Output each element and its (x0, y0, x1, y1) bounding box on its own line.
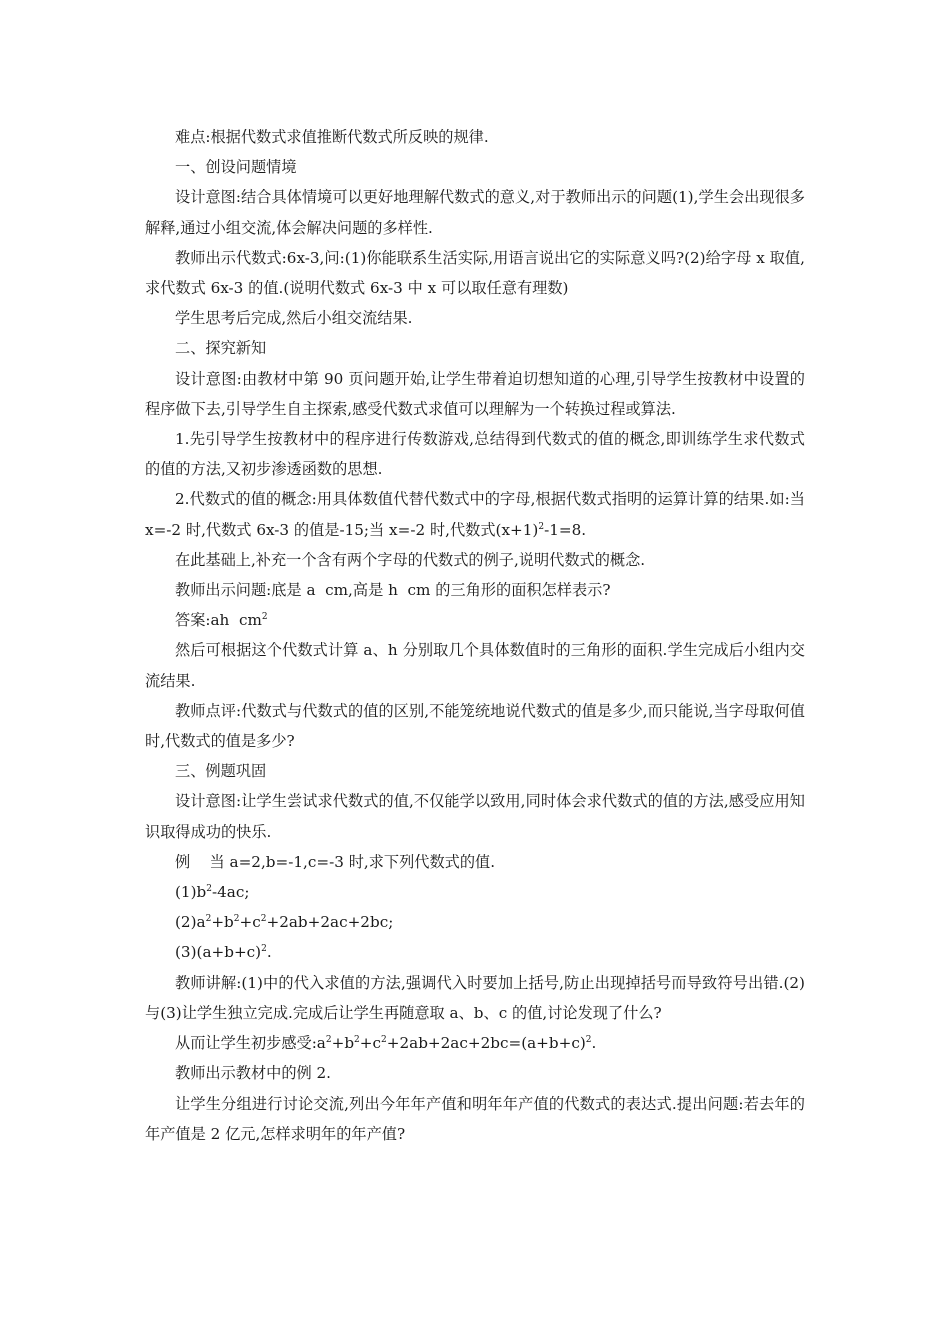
section-heading-3: 三、例题巩固 (175, 762, 267, 781)
section-heading-2: 二、探究新知 (175, 339, 267, 358)
example-item-3: $(3)(a+b+c)^2$. (175, 943, 272, 962)
document-body (145, 122, 810, 1149)
example-paragraph: 例 当 a=2,b=-1,c=-3 时,求下列代数式的值. (175, 852, 496, 871)
design-intent-paragraph-2: 设计意图:由教材中第 90 页问题开始,让学生带着迫切想知道的心理,引导学生按教材中设置的程序做下去,引导学生自主探索,感受代数式求值可以理解为一个转换过程或算法. (145, 369, 805, 418)
example-item-2: $(2)a^2+b^2+c^2+2ab+2ac+2bc$; (175, 913, 394, 932)
superscript-two: 2 (354, 1035, 360, 1046)
students-paragraph: 学生思考后完成,然后小组交流结果. (175, 309, 413, 328)
difficulty-paragraph: 难点:根据代数式求值推断代数式所反映的规律. (175, 128, 489, 146)
superscript-two: 2 (325, 1035, 332, 1046)
teacher-comment-paragraph: 教师点评:代数式与代数式的值的区别,不能笼统地说代数式的值是多少,而只能说,当字母取何值时,代数式的值是多少? (145, 701, 805, 751)
calculation-paragraph: 然后可根据这个代数式计算 a、h 分别取几个具体数值时的三角形的面积.学生完成后小组内交流结果. (145, 641, 805, 690)
triangle-question-paragraph: 教师出示问题:底是 a cm,高是 h cm 的三角形的面积怎样表示? (175, 581, 611, 600)
design-intent-paragraph-1: 设计意图:结合具体情境可以更好地理解代数式的意义,对于教师出示的问题(1),学生会出现很多解释,通过小组交流,体会解决问题的多样性. (145, 188, 805, 237)
superscript-two: 2 (205, 914, 212, 925)
superscript-two: 2 (260, 914, 267, 925)
identity-paragraph: 从而让学生初步感受$:a^2+b^2+c^2+2ab+2ac+2bc=(a+b+c)^2$. (175, 1034, 597, 1053)
list-item-1: 1.先引导学生按教材中的程序进行传数游戏,总结得到代数式的值的概念,即训练学生求代数式的值的方法,又初步渗透函数的思想. (145, 430, 805, 479)
superscript-two: 2 (585, 1035, 592, 1046)
textbook-example-paragraph: 教师出示教材中的例 2. (175, 1064, 332, 1083)
teacher-question-paragraph: 教师出示代数式:6x-3,问:(1)你能联系生活实际,用语言说出它的实际意义吗?(2)给字母 x 取值,求代数式 6x-3 的值.(说明代数式 6x-3 中 x 可以取任意有理数) (145, 248, 805, 298)
superscript-two: 2 (538, 521, 545, 532)
superscript-two: 2 (261, 944, 267, 955)
superscript-two: 2 (261, 612, 268, 623)
example-item-1: $(1)b^2-4ac$; (175, 883, 250, 902)
section-heading-1: 一、创设问题情境 (175, 158, 297, 177)
list-item-2: 2.代数式的值的概念:用具体数值代替代数式中的字母,根据代数式指明的运算计算的结果.如:当 x=-2 时,代数式 6x-3 的值是-15;当 x=-2 时,代数式$(x+1)^2-1=8$. (145, 490, 810, 539)
superscript-two: 2 (381, 1035, 387, 1046)
answer-paragraph: 答案:ah $cm^2$ (175, 611, 268, 630)
group-discussion-paragraph: 让学生分组进行讨论交流,列出今年年产值和明年年产值的代数式的表达式.提出问题:若去年的年产值是 2 亿元,怎样求明年的年产值? (145, 1094, 805, 1143)
supplement-paragraph: 在此基础上,补充一个含有两个字母的代数式的例子,说明代数式的概念. (175, 550, 646, 569)
superscript-two: 2 (233, 914, 240, 925)
design-intent-paragraph-3: 设计意图:让学生尝试求代数式的值,不仅能学以致用,同时体会求代数式的值的方法,感受应用知识取得成功的快乐. (145, 792, 805, 841)
superscript-two: 2 (206, 884, 212, 895)
teacher-explanation-paragraph: 教师讲解:(1)中的代入求值的方法,强调代入时要加上括号,防止出现掉括号而导致符号出错.(2)与(3)让学生独立完成.完成后让学生再随意取 a、b、c 的值,讨论发现了什么? (145, 973, 805, 1022)
